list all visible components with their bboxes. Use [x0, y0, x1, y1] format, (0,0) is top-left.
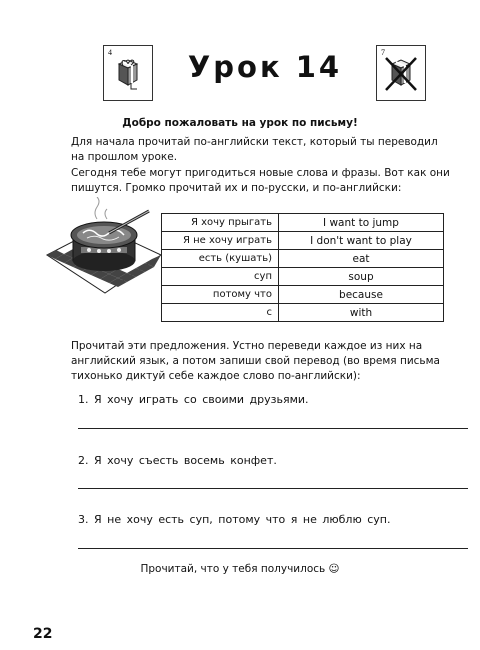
vocab-en: I don't want to play — [279, 232, 444, 250]
intro-paragraph-1: Для начала прочитай по-английски текст, который ты переводил на прошлом уроке. — [71, 136, 438, 163]
card-right-number: 7 — [381, 48, 385, 57]
exercise-sentence-2: 2. Я хочу съесть восемь конфет. — [78, 454, 277, 467]
vocab-en: with — [279, 304, 444, 322]
closing-text: Прочитай, что у тебя получилось ☺ — [140, 563, 340, 575]
vocab-en: eat — [279, 250, 444, 268]
vocab-en: because — [279, 286, 444, 304]
vocab-ru: есть (кушать) — [162, 250, 279, 268]
intro-paragraph-2: Сегодня тебе могут пригодиться новые слова и фразы. Вот как они пишутся. Громко прочитай их и по-русски, и по-английски: — [71, 167, 450, 194]
answer-line-3[interactable] — [78, 548, 468, 549]
table-row — [162, 232, 444, 250]
gift-box-icon — [113, 58, 143, 92]
answer-line-2[interactable] — [78, 488, 468, 489]
table-row — [162, 286, 444, 304]
gift-card-left — [103, 45, 153, 101]
vocab-en: I want to jump — [279, 214, 444, 232]
answer-line-1[interactable] — [78, 428, 468, 429]
vocab-ru: с — [162, 304, 279, 322]
table-row — [162, 304, 444, 322]
instructions-paragraph: Прочитай эти предложения. Устно переведи каждое из них на английский язык, а потом запиши свой перевод (во время письма тихонько диктуй себе каждое слово по-английски): — [71, 340, 440, 382]
crossed-gift-box-icon — [385, 56, 417, 92]
soup-pot-illustration — [45, 197, 163, 297]
vocabulary-table — [161, 213, 444, 322]
card-left-number: 4 — [108, 48, 112, 57]
vocab-en: soup — [279, 268, 444, 286]
page-number: 22 — [33, 626, 53, 642]
table-row — [162, 250, 444, 268]
subtitle: Добро пожаловать на урок по письму! — [122, 117, 358, 129]
exercise-sentence-1: 1. Я хочу играть со своими друзьями. — [78, 393, 309, 406]
vocab-ru: Я не хочу играть — [162, 232, 279, 250]
gift-card-right — [376, 45, 426, 101]
table-row — [162, 214, 444, 232]
vocab-ru: Я хочу прыгать — [162, 214, 279, 232]
exercise-sentence-3: 3. Я не хочу есть суп, потому что я не люблю суп. — [78, 513, 391, 526]
vocab-ru: потому что — [162, 286, 279, 304]
page-title: Урок 14 — [187, 50, 343, 84]
vocab-ru: суп — [162, 268, 279, 286]
table-row — [162, 268, 444, 286]
